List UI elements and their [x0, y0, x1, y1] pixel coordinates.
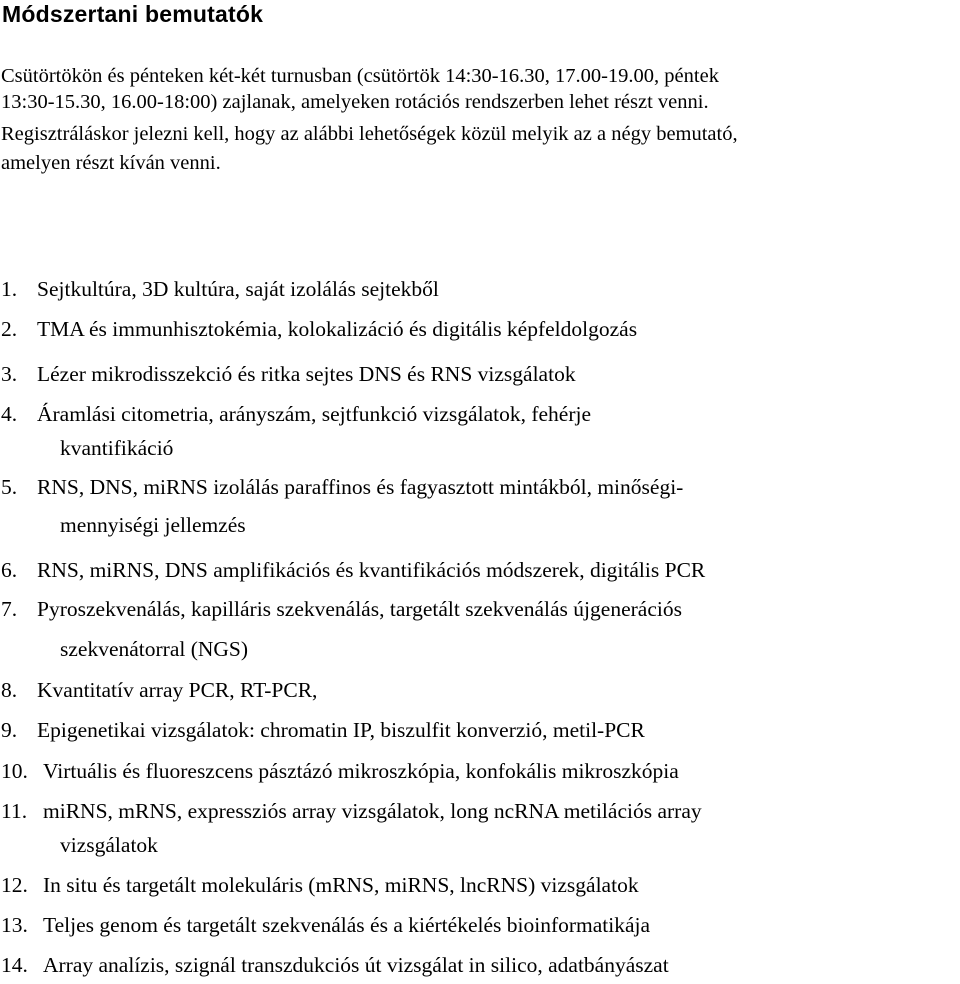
item-text: Pyroszekvenálás, kapilláris szekvenálás, targetált szekvenálás újgenerációs [37, 597, 682, 621]
list-item [0, 868, 639, 902]
item-number: 6. [1, 558, 18, 582]
item-number: 2. [1, 317, 18, 341]
item-number: 9. [1, 718, 18, 742]
list-item [0, 948, 669, 982]
item-text: Kvantitatív array PCR, RT-PCR, [37, 678, 318, 702]
item-number: 4. [1, 402, 18, 426]
list-item [0, 397, 591, 465]
list-item [0, 357, 576, 391]
list-item [0, 592, 682, 666]
item-text: miRNS, mRNS, expressziós array vizsgálatok, long ncRNA metilációs array [43, 799, 702, 823]
list-item [0, 794, 702, 862]
item-number: 7. [1, 597, 18, 621]
item-text-continued: mennyiségi jellemzés [60, 513, 246, 537]
intro-line: Csütörtökön és pénteken két-két turnusban (csütörtök 14:30-16.30, 17.00-19.00, péntek [1, 65, 719, 87]
intro-line: Regisztráláskor jelezni kell, hogy az alábbi lehetőségek közül melyik az a négy bemutató, [1, 123, 738, 145]
item-text-continued: vizsgálatok [60, 833, 158, 857]
item-number: 14. [1, 953, 28, 977]
item-number: 8. [1, 678, 18, 702]
list-item [0, 312, 637, 346]
item-text: In situ és targetált molekuláris (mRNS, miRNS, lncRNS) vizsgálatok [43, 873, 639, 897]
item-number: 3. [1, 362, 18, 386]
list-item [0, 470, 683, 542]
intro-line: amelyen részt kíván venni. [1, 152, 221, 174]
item-text: RNS, DNS, miRNS izolálás paraffinos és fagyasztott mintákból, minőségi- [37, 475, 684, 499]
intro-line: 13:30-15.30, 16.00-18:00) zajlanak, amelyeken rotációs rendszerben lehet részt venni. [1, 91, 709, 113]
item-text: Teljes genom és targetált szekvenálás és a kiértékelés bioinformatikája [43, 913, 651, 937]
item-number: 1. [1, 277, 18, 301]
item-text: RNS, miRNS, DNS amplifikációs és kvantifikációs módszerek, digitális PCR [37, 558, 706, 582]
list-item [0, 713, 645, 747]
item-number: 12. [1, 873, 28, 897]
page-title: Módszertani bemutatók [2, 1, 264, 27]
list-item [0, 673, 317, 707]
item-text: Áramlási citometria, arányszám, sejtfunkció vizsgálatok, fehérje [37, 402, 592, 426]
item-number: 5. [1, 475, 18, 499]
item-number: 10. [1, 759, 28, 783]
item-text: Array analízis, szignál transzdukciós út vizsgálat in silico, adatbányászat [43, 953, 669, 977]
item-text-continued: kvantifikáció [60, 436, 174, 460]
intro-paragraph [1, 60, 956, 173]
list-item [0, 908, 650, 942]
list-item [0, 553, 705, 587]
item-text-continued: szekvenátorral (NGS) [60, 637, 249, 661]
item-number: 13. [1, 913, 28, 937]
list-item [0, 754, 679, 788]
item-text: Virtuális és fluoreszcens pásztázó mikroszkópia, konfokális mikroszkópia [43, 759, 679, 783]
item-text: Epigenetikai vizsgálatok: chromatin IP, biszulfit konverzió, metil-PCR [37, 718, 645, 742]
item-text: Sejtkultúra, 3D kultúra, saját izolálás sejtekből [37, 277, 439, 301]
item-text: Lézer mikrodisszekció és ritka sejtes DNS és RNS vizsgálatok [37, 362, 576, 386]
list-item [0, 272, 439, 306]
item-text: TMA és immunhisztokémia, kolokalizáció és digitális képfeldolgozás [37, 317, 638, 341]
item-number: 11. [1, 799, 28, 823]
